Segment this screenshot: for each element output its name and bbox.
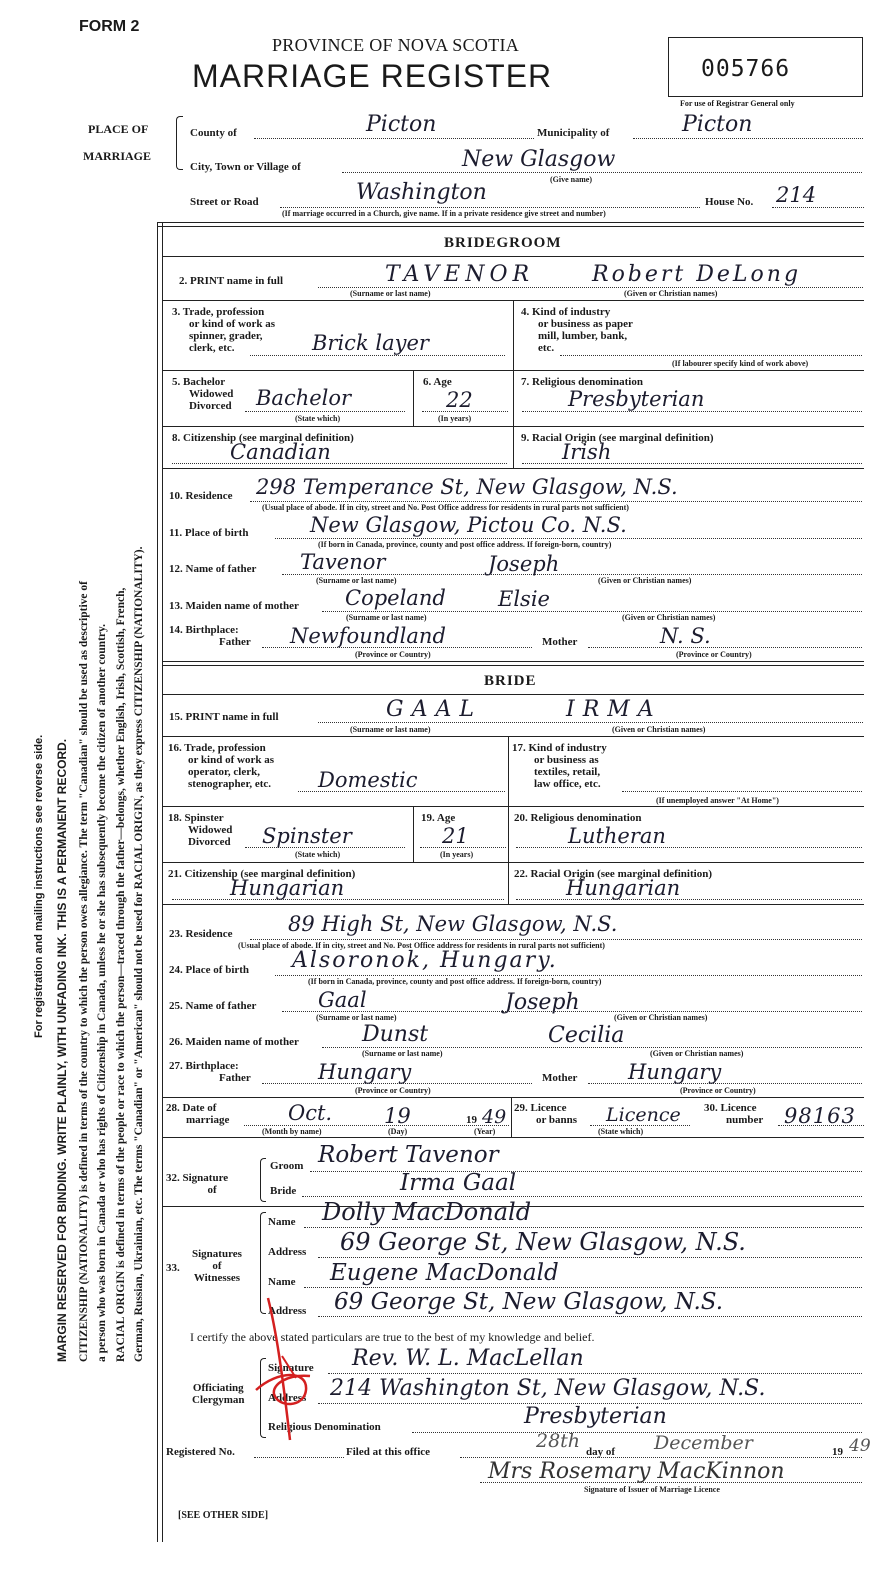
signature-label: 32. Signature of bbox=[166, 1172, 229, 1196]
margin-racial-def-1: RACIAL ORIGIN is defined in terms of the people or race to which the person—traced through the father—belongs, whether English, Irish, Scottish, French, bbox=[115, 587, 127, 1362]
filed-day: 28th bbox=[536, 1430, 581, 1452]
bride-status-value: Spinster bbox=[262, 824, 352, 848]
groom-bp-father-cap: (Province or Country) bbox=[355, 650, 431, 659]
filed-year-prefix: 19 bbox=[832, 1446, 843, 1458]
groom-birth-line bbox=[275, 538, 862, 539]
witness1-name-label: Name bbox=[268, 1216, 296, 1228]
groom-mother-label: 13. Maiden name of mother bbox=[169, 600, 299, 612]
registered-no-label: Registered No. bbox=[166, 1446, 235, 1458]
city-label: City, Town or Village of bbox=[190, 161, 301, 173]
witness2-name-line bbox=[304, 1287, 862, 1288]
county-line bbox=[254, 138, 534, 139]
clergy-denomination: Presbyterian bbox=[524, 1404, 667, 1429]
groom-status-line bbox=[245, 411, 405, 412]
groom-bottom-border bbox=[163, 661, 864, 666]
margin-binding-note: MARGIN RESERVED FOR BINDING. WRITE PLAINLY, WITH UNFADING INK. THIS IS A PERMANENT RECORD. bbox=[55, 738, 69, 1362]
clergy-signature: Rev. W. L. MacLellan bbox=[352, 1346, 584, 1371]
witnesses-number: 33. bbox=[166, 1262, 180, 1274]
bride-bp-mother: Hungary bbox=[628, 1060, 722, 1084]
bride-bp-father: Hungary bbox=[318, 1060, 412, 1084]
marriage-month: Oct. bbox=[288, 1101, 333, 1125]
bride-given-cap: (Given or Christian names) bbox=[612, 725, 706, 734]
certify-statement: I certify the above stated particulars are true to the best of my knowledge and belief. bbox=[190, 1330, 595, 1344]
bride-father-s-cap: (Surname or last name) bbox=[316, 1013, 397, 1022]
bride-citizenship-value: Hungarian bbox=[230, 876, 345, 900]
province-title: PROVINCE OF NOVA SCOTIA bbox=[272, 35, 520, 55]
groom-industry-label: 4. Kind of industry or business as paper mill, lumber, bank, etc. bbox=[521, 306, 633, 354]
issuer-caption: Signature of Issuer of Marriage Licence bbox=[584, 1485, 720, 1494]
witness1-address-line bbox=[318, 1257, 862, 1258]
groom-age-cap: (In years) bbox=[438, 414, 472, 423]
bride-vdiv-1 bbox=[508, 736, 509, 904]
groom-trade-value: Brick layer bbox=[312, 331, 429, 355]
bride-surname-cap: (Surname or last name) bbox=[350, 725, 431, 734]
signature-bracket bbox=[260, 1158, 266, 1202]
groom-trade-line bbox=[250, 355, 505, 356]
margin-registration-note: For registration and mailing instructions see reverse side. bbox=[33, 734, 45, 1038]
bridegroom-heading: BRIDEGROOM bbox=[444, 235, 562, 251]
issuer-signature: Mrs Rosemary MacKinnon bbox=[488, 1459, 785, 1484]
witness1-address: 69 George St, New Glasgow, N.S. bbox=[340, 1228, 746, 1256]
witnesses-label: Signatures of Witnesses bbox=[192, 1248, 242, 1284]
groom-residence-cap: (Usual place of abode. If in city, street and No. Post Office address for residents in rural parts not sufficient) bbox=[262, 503, 629, 512]
bride-status-cap: (State which) bbox=[295, 850, 341, 859]
groom-religion-value: Presbyterian bbox=[568, 387, 705, 411]
groom-racial-value: Irish bbox=[562, 440, 612, 464]
licence-number-label: 30. Licence number bbox=[704, 1102, 764, 1126]
groom-status-value: Bachelor bbox=[256, 386, 352, 410]
county-value: Picton bbox=[366, 112, 437, 137]
groom-bp-mother: N. S. bbox=[660, 624, 711, 648]
groom-birth-cap: (If born in Canada, province, county and post office address. If foreign-born, country) bbox=[318, 540, 612, 549]
marriage-year-prefix: 19 bbox=[466, 1114, 477, 1126]
margin-citizenship-def-1: CITIZENSHIP (NATIONALITY) is defined in terms of the country to which the person owes allegiance. The term "Canadian" should be used as descriptive of bbox=[78, 581, 90, 1362]
page-title: MARRIAGE REGISTER bbox=[192, 58, 553, 94]
clergy-address: 214 Washington St, New Glasgow, N.S. bbox=[330, 1376, 766, 1401]
groom-industry-line bbox=[560, 355, 862, 356]
bride-racial-label: 22. Racial Origin (see marginal definition) bbox=[514, 868, 712, 880]
filed-month: December bbox=[654, 1432, 753, 1454]
groom-father-s-cap: (Surname or last name) bbox=[316, 576, 397, 585]
filed-line bbox=[460, 1457, 862, 1458]
bride-age-label: 19. Age bbox=[421, 812, 456, 824]
clergy-denom-line bbox=[412, 1432, 862, 1433]
place-label-1: PLACE OF bbox=[88, 122, 149, 136]
marriage-year: 49 bbox=[482, 1106, 507, 1128]
groom-citizenship-value: Canadian bbox=[230, 440, 331, 464]
licence-label: 29. Licence or banns bbox=[514, 1102, 578, 1126]
groom-bp-mother-label: Mother bbox=[542, 636, 578, 648]
bride-birth-value: Alsoronok, Hungary. bbox=[292, 948, 558, 973]
groom-citizenship-line bbox=[172, 463, 507, 464]
registrar-box bbox=[668, 37, 863, 97]
groom-sig-line bbox=[310, 1171, 862, 1172]
groom-mother-surname: Copeland bbox=[345, 586, 446, 610]
groom-father-surname: Tavenor bbox=[300, 550, 386, 574]
bride-citizenship-label: 21. Citizenship (see marginal definition) bbox=[168, 868, 356, 880]
bride-mother-given: Cecilia bbox=[548, 1023, 625, 1048]
bride-sig-label: Bride bbox=[270, 1185, 297, 1197]
bride-bp-mother-cap: (Province or Country) bbox=[680, 1086, 756, 1095]
municipality-line bbox=[633, 138, 863, 139]
groom-father-label: 12. Name of father bbox=[169, 563, 257, 575]
registration-number: 005766 bbox=[701, 56, 791, 82]
groom-vdiv-1 bbox=[513, 300, 514, 468]
bride-residence-line bbox=[250, 939, 862, 940]
bride-father-surname: Gaal bbox=[318, 988, 367, 1012]
bride-mother-surname: Dunst bbox=[362, 1022, 429, 1047]
bride-surname: GAAL bbox=[386, 697, 482, 722]
bride-line-3 bbox=[163, 862, 864, 863]
groom-religion-label: 7. Religious denomination bbox=[521, 376, 643, 388]
bride-trade-value: Domestic bbox=[318, 768, 418, 792]
margin-citizenship-def-2: a person who was born in Canada or who has rights of Citizenship in Canada, unless he or she has subsequently become the citizen of another country. bbox=[96, 623, 108, 1362]
bride-name-line bbox=[318, 722, 863, 723]
groom-age-value: 22 bbox=[446, 388, 473, 412]
groom-racial-label: 9. Racial Origin (see marginal definition) bbox=[521, 432, 714, 444]
city-value: New Glasgow bbox=[462, 147, 616, 172]
bride-industry-label: 17. Kind of industry or business as textiles, retail, law office, etc. bbox=[512, 742, 607, 790]
clergyman-label: Officiating Clergyman bbox=[192, 1382, 245, 1406]
groom-age-label: 6. Age bbox=[423, 376, 452, 388]
groom-citizenship-label: 8. Citizenship (see marginal definition) bbox=[172, 432, 354, 444]
bride-name-label: 15. PRINT name in full bbox=[169, 711, 279, 723]
groom-mother-g-cap: (Given or Christian names) bbox=[622, 613, 716, 622]
bride-birth-cap: (If born in Canada, province, county and post office address. If foreign-born, country) bbox=[308, 977, 602, 986]
witness1-address-label: Address bbox=[268, 1246, 307, 1258]
marriage-bottom-line bbox=[163, 1137, 864, 1138]
bride-age-value: 21 bbox=[442, 824, 469, 848]
groom-surname-cap: (Surname or last name) bbox=[350, 289, 431, 298]
licence-value: Licence bbox=[606, 1104, 681, 1126]
city-caption: (Give name) bbox=[550, 175, 592, 184]
house-value: 214 bbox=[776, 183, 817, 207]
groom-residence-label: 10. Residence bbox=[169, 490, 233, 502]
groom-trade-label: 3. Trade, profession or kind of work as spinner, grader, clerk, etc. bbox=[172, 306, 275, 354]
street-line bbox=[280, 207, 700, 208]
marriage-day: 19 bbox=[384, 1104, 411, 1128]
groom-given-names: Robert DeLong bbox=[592, 262, 802, 287]
bride-father-label: 25. Name of father bbox=[169, 1000, 257, 1012]
groom-birthplace-label: 14. Birthplace: Father bbox=[169, 624, 251, 648]
form-left-border-inner bbox=[162, 222, 163, 1542]
place-bracket bbox=[176, 116, 183, 170]
groom-mother-given: Elsie bbox=[498, 587, 550, 611]
bride-father-g-cap: (Given or Christian names) bbox=[614, 1013, 708, 1022]
registrar-note: For use of Registrar General only bbox=[680, 99, 795, 108]
groom-bp-mother-line bbox=[588, 647, 862, 648]
groom-given-cap: (Given or Christian names) bbox=[624, 289, 718, 298]
form-number: FORM 2 bbox=[79, 18, 140, 35]
groom-bp-father: Newfoundland bbox=[290, 624, 446, 648]
bride-father-given: Joseph bbox=[505, 990, 580, 1015]
bride-industry-cap: (If unemployed answer "At Home") bbox=[656, 796, 779, 805]
groom-religion-line bbox=[522, 411, 862, 412]
bride-religion-label: 20. Religious denomination bbox=[514, 812, 642, 824]
groom-line-3 bbox=[163, 426, 864, 427]
bride-mother-label: 26. Maiden name of mother bbox=[169, 1036, 299, 1048]
margin-racial-def-2: German, Russian, Ukrainian, etc. The terms "Canadian" or "American" should not be used for RACIAL ORIGIN, as they express CITIZENSHIP (NATIONALITY). bbox=[133, 546, 145, 1362]
witness2-address-label: Address bbox=[268, 1305, 307, 1317]
groom-status-cap: (State which) bbox=[295, 414, 341, 423]
street-value: Washington bbox=[356, 180, 487, 205]
see-other-side: [SEE OTHER SIDE] bbox=[178, 1510, 269, 1521]
marriage-day-cap: (Day) bbox=[388, 1127, 408, 1136]
licence-vdiv bbox=[511, 1097, 512, 1137]
groom-line-4 bbox=[163, 468, 864, 469]
groom-surname: TAVENOR bbox=[385, 262, 535, 287]
house-label: House No. bbox=[705, 196, 754, 208]
clergy-sig-line bbox=[328, 1373, 862, 1374]
bride-industry-line bbox=[622, 791, 862, 792]
bride-given-names: IRMA bbox=[566, 697, 662, 722]
bride-residence-cap: (Usual place of abode. If in city, street and No. Post Office address for residents in rural parts not sufficient) bbox=[238, 941, 605, 950]
city-line bbox=[342, 172, 862, 173]
groom-industry-cap: (If labourer specify kind of work above) bbox=[672, 359, 809, 368]
street-label: Street or Road bbox=[190, 196, 259, 208]
issuer-sig-line bbox=[480, 1482, 862, 1483]
groom-father-given: Joseph bbox=[488, 552, 560, 576]
bride-vdiv-age bbox=[413, 806, 414, 862]
house-line bbox=[772, 207, 864, 208]
witness2-address-line bbox=[318, 1316, 862, 1317]
street-caption: (If marriage occurred in a Church, give name. If in a private residence give street and number) bbox=[282, 209, 606, 218]
bride-line-4 bbox=[163, 904, 864, 905]
filed-day-label: day of bbox=[586, 1446, 616, 1458]
groom-name-label: 2. PRINT name in full bbox=[179, 275, 284, 287]
bride-mother-g-cap: (Given or Christian names) bbox=[650, 1049, 744, 1058]
groom-signature: Robert Tavenor bbox=[318, 1142, 499, 1168]
bride-line-2 bbox=[163, 806, 864, 807]
bride-racial-value: Hungarian bbox=[566, 876, 681, 900]
groom-status-label: 5. Bachelor Widowed Divorced bbox=[172, 376, 234, 412]
marriage-month-cap: (Month by name) bbox=[262, 1127, 322, 1136]
bride-mother-s-cap: (Surname or last name) bbox=[362, 1049, 443, 1058]
witness2-address: 69 George St, New Glasgow, N.S. bbox=[334, 1289, 724, 1315]
place-label-2: MARRIAGE bbox=[83, 149, 151, 163]
county-label: County of bbox=[190, 127, 237, 139]
groom-name-line bbox=[318, 287, 863, 288]
registered-no-line bbox=[254, 1457, 344, 1458]
groom-line-2 bbox=[163, 370, 864, 371]
marriage-date-label: 28. Date of marriage bbox=[166, 1102, 230, 1126]
groom-vdiv-age bbox=[413, 370, 414, 426]
red-check-mark bbox=[248, 1290, 328, 1450]
groom-bp-mother-cap: (Province or Country) bbox=[676, 650, 752, 659]
witness2-name: Eugene MacDonald bbox=[330, 1260, 559, 1286]
bride-residence-label: 23. Residence bbox=[169, 928, 233, 940]
licence-cap: (State which) bbox=[598, 1127, 644, 1136]
form-left-border bbox=[157, 222, 158, 1542]
bride-bp-father-cap: (Province or Country) bbox=[355, 1086, 431, 1095]
licence-number-value: 98163 bbox=[784, 1104, 856, 1128]
form-top-border bbox=[157, 222, 864, 227]
groom-birth-value: New Glasgow, Pictou Co. N.S. bbox=[310, 513, 627, 537]
witness2-name-label: Name bbox=[268, 1276, 296, 1288]
groom-father-g-cap: (Given or Christian names) bbox=[598, 576, 692, 585]
groom-residence-value: 298 Temperance St, New Glasgow, N.S. bbox=[256, 475, 678, 499]
groom-birth-label: 11. Place of birth bbox=[169, 527, 249, 539]
bride-birthplace-label: 27. Birthplace: Father bbox=[169, 1060, 251, 1084]
bride-bottom-line bbox=[163, 1097, 864, 1098]
bride-head-line bbox=[163, 694, 864, 695]
municipality-value: Picton bbox=[682, 112, 753, 137]
groom-mother-line bbox=[322, 611, 862, 612]
marriage-year-cap: (Year) bbox=[474, 1127, 496, 1136]
bride-sig-line bbox=[302, 1196, 862, 1197]
bride-heading: BRIDE bbox=[484, 673, 537, 689]
groom-head-line bbox=[163, 256, 864, 257]
bride-bp-mother-label: Mother bbox=[542, 1072, 578, 1084]
filed-label: Filed at this office bbox=[346, 1446, 431, 1458]
bride-status-label: 18. Spinster Widowed Divorced bbox=[168, 812, 233, 848]
clergy-denom-label: Religious Denomination bbox=[268, 1421, 381, 1433]
filed-year: 49 bbox=[849, 1436, 871, 1456]
bride-birth-label: 24. Place of birth bbox=[169, 964, 250, 976]
municipality-label: Municipality of bbox=[537, 127, 610, 139]
groom-father-line bbox=[282, 574, 862, 575]
groom-residence-line bbox=[250, 501, 862, 502]
witness1-name: Dolly MacDonald bbox=[322, 1198, 532, 1226]
bride-line-1 bbox=[163, 736, 864, 737]
bride-age-cap: (In years) bbox=[440, 850, 474, 859]
bride-signature: Irma Gaal bbox=[400, 1170, 517, 1196]
bride-residence-value: 89 High St, New Glasgow, N.S. bbox=[288, 912, 618, 936]
clergy-sig-label: Signature bbox=[268, 1362, 314, 1374]
bride-religion-value: Lutheran bbox=[568, 824, 666, 848]
groom-mother-s-cap: (Surname or last name) bbox=[346, 613, 427, 622]
groom-sig-label: Groom bbox=[270, 1160, 304, 1172]
clergy-address-label: Address bbox=[268, 1392, 307, 1404]
bride-birth-line bbox=[275, 975, 862, 976]
bride-trade-label: 16. Trade, profession or kind of work as operator, clerk, stenographer, etc. bbox=[168, 742, 274, 790]
